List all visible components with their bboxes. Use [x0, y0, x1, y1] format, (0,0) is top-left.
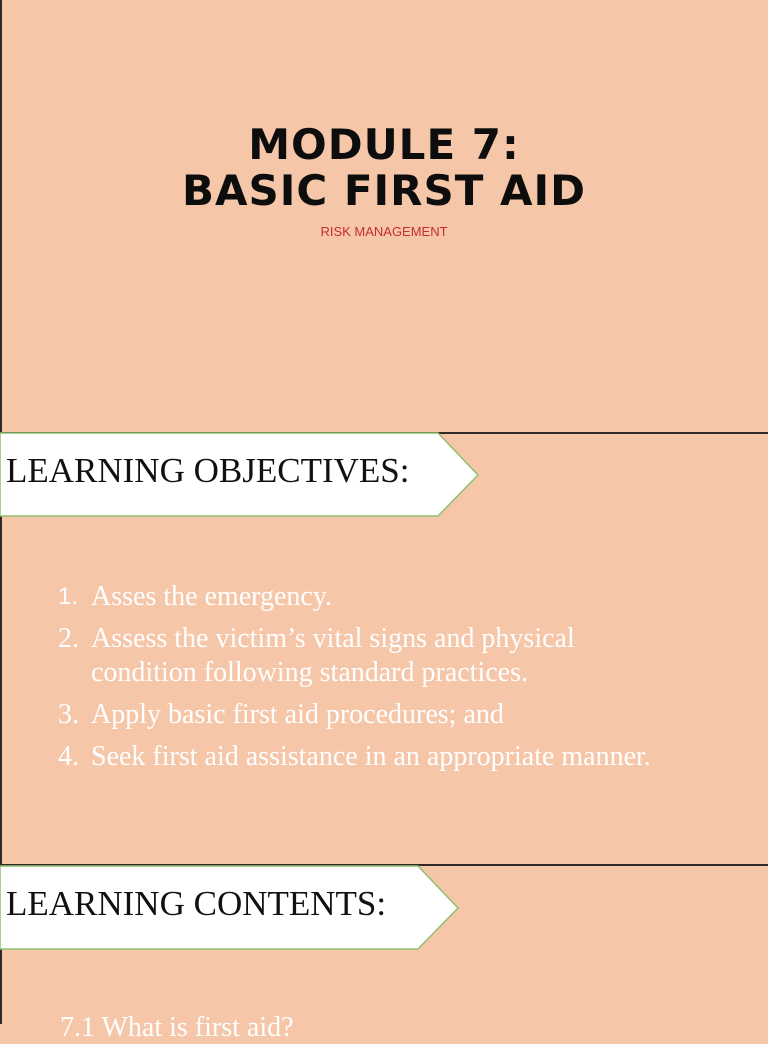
list-item-number: 1.	[58, 583, 79, 610]
list-item-text-continuation: condition following standard practices.	[91, 657, 528, 688]
slide-1-title-block	[0, 122, 768, 239]
list-item-text: Apply basic first aid procedures; and	[91, 699, 504, 730]
contents-banner	[0, 866, 462, 950]
module-subtitle: RISK MANAGEMENT	[320, 224, 448, 239]
list-item-number: 4.	[58, 741, 79, 772]
module-title: MODULE 7:	[248, 120, 520, 169]
list-item	[0, 740, 768, 774]
objectives-banner	[0, 433, 480, 517]
contents-heading: LEARNING CONTENTS:	[6, 884, 387, 923]
list-item-number: 2.	[58, 623, 79, 654]
list-item	[0, 622, 768, 690]
list-item	[0, 580, 768, 614]
list-item-text: Seek first aid assistance in an appropriate manner.	[91, 741, 651, 772]
objectives-heading: LEARNING OBJECTIVES:	[6, 451, 410, 490]
contents-first-item: 7.1 What is first aid?	[60, 1012, 294, 1043]
list-item-text: Assess the victim’s vital signs and physical	[91, 623, 575, 654]
list-item	[0, 698, 768, 732]
list-item-text: Asses the emergency.	[91, 581, 333, 612]
objectives-list	[0, 580, 768, 782]
module-subject: BASIC FIRST AID	[181, 166, 586, 215]
list-item-number: 3.	[58, 699, 79, 730]
